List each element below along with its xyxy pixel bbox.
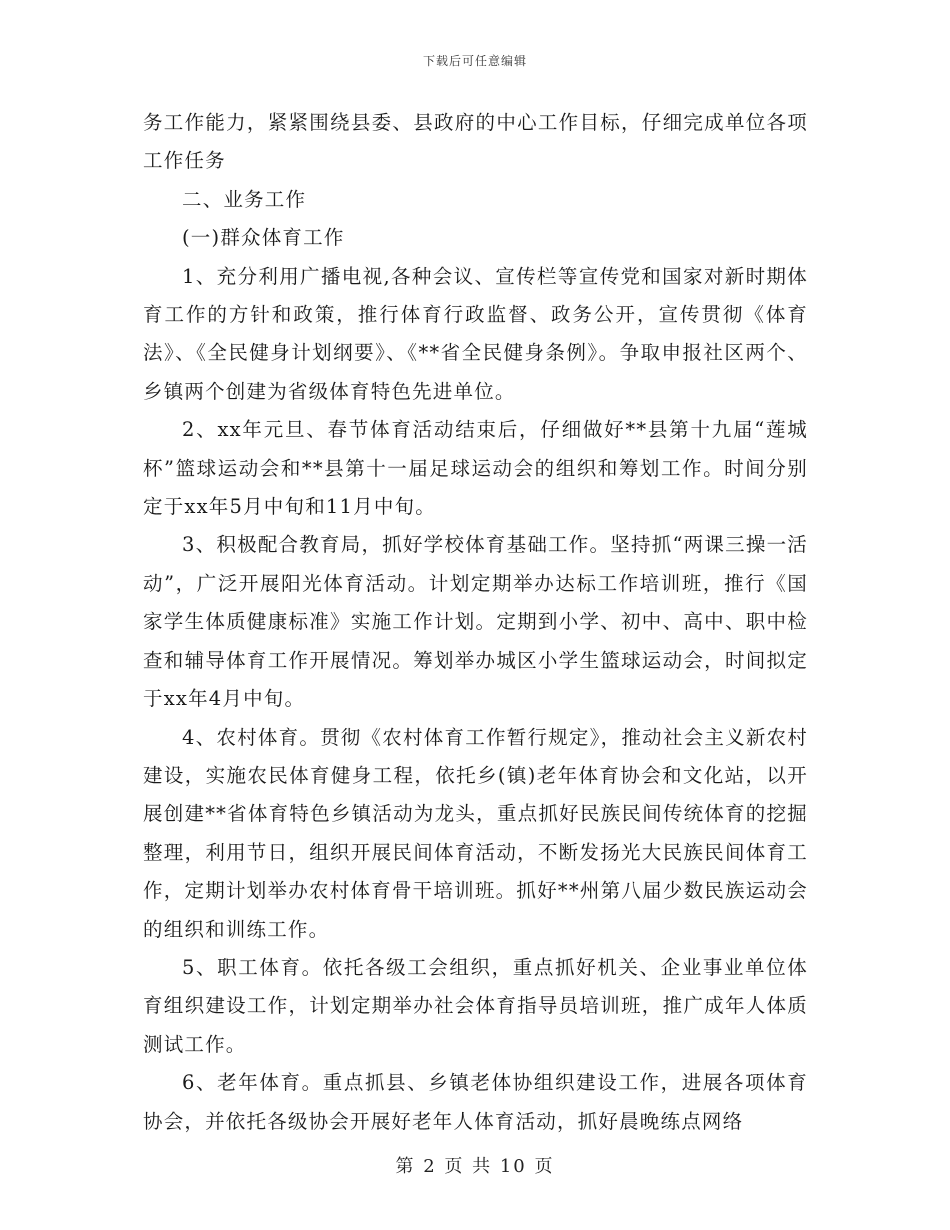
paragraph-item-6: 6、老年体育。重点抓县、乡镇老体协组织建设工作，进展各项体育协会，并依托各级协会开展好老年人体育活动，抓好晨晚练点网络 (143, 1071, 808, 1133)
section-heading-business-work: 二、业务工作 (182, 187, 307, 211)
document-body (143, 104, 808, 1141)
paragraph-item-5: 5、职工体育。依托各级工会组织，重点抓好机关、企业事业单位体育组织建设工作，计划定期举办社会体育指导员培训班，推广成年人体质测试工作。 (143, 955, 808, 1056)
subsection-heading-mass-sports: (一)群众体育工作 (182, 226, 345, 250)
paragraph-item-1: 1、充分利用广播电视,各种会议、宣传栏等宣传党和国家对新时期体育工作的方针和政策，推行体育行政监督、政务公开，宣传贯彻《体育法》、《全民健身计划纲要》、《**省全民健身条例》。争取申报社区两个、乡镇两个创建为省级体育特色先进单位。 (143, 264, 808, 403)
page-header: 下载后可任意编辑 (422, 54, 527, 68)
paragraph-item-3: 3、积极配合教育局，抓好学校体育基础工作。坚持抓“两课三操一活动”，广泛开展阳光体育活动。计划定期举办达标工作培训班，推行《国家学生体质健康标准》实施工作计划。定期到小学、初中、高中、职中检查和辅导体育工作开展情况。筹划举办城区小学生篮球运动会，时间拟定于xx年4月中旬。 (143, 533, 808, 711)
paragraph-item-4: 4、农村体育。贯彻《农村体育工作暂行规定》，推动社会主义新农村建设，实施农民体育健身工程，依托乡(镇)老年体育协会和文化站，以开展创建**省体育特色乡镇活动为龙头，重点抓好民族民间传统体育的挖掘整理，利用节日，组织开展民间体育活动，不断发扬光大民族民间体育工作，定期计划举办农村体育骨干培训班。抓好**州第八届少数民族运动会的组织和训练工作。 (143, 725, 808, 941)
paragraph-continuation: 务工作能力，紧紧围绕县委、县政府的中心工作目标，仔细完成单位各项工作任务 (143, 111, 808, 173)
paragraph-item-2: 2、xx年元旦、春节体育活动结束后，仔细做好**县第十九届“莲城杯”篮球运动会和**县第十一届足球运动会的组织和筹划工作。时间分别定于xx年5月中旬和11月中旬。 (143, 418, 808, 519)
page-number-footer: 第 2 页 共 10 页 (395, 1156, 555, 1177)
